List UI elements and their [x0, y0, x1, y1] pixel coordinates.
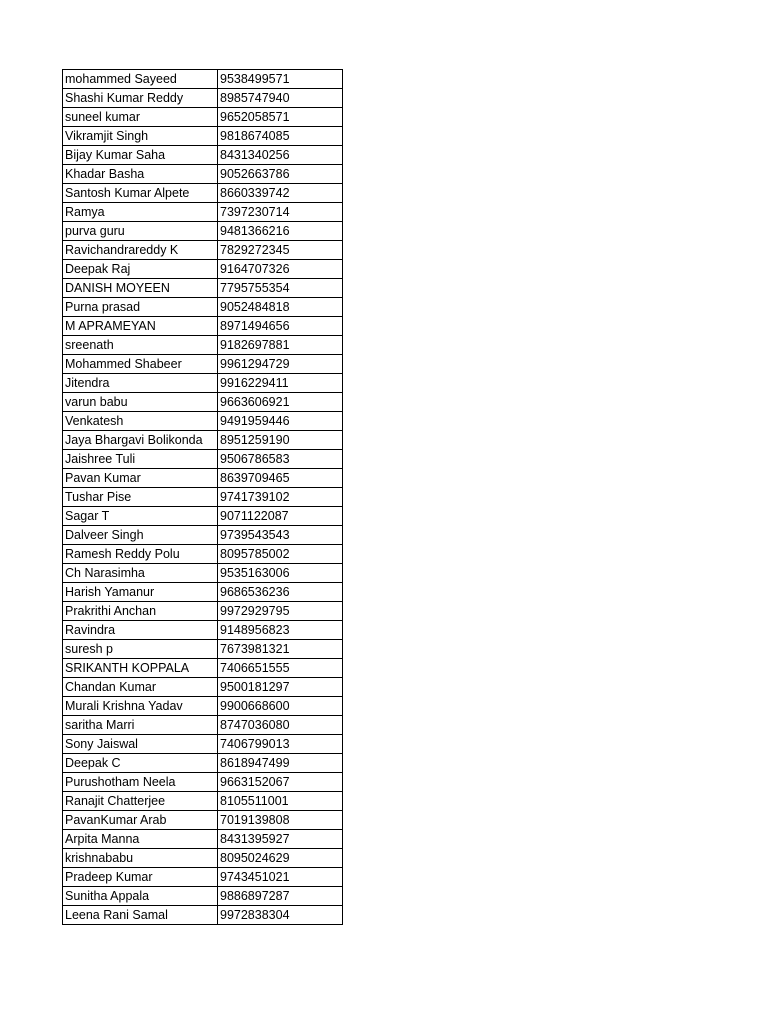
table-row — [63, 412, 343, 431]
contact-name-cell: varun babu — [63, 393, 218, 412]
table-row — [63, 830, 343, 849]
contact-phone-cell: 7019139808 — [218, 811, 343, 830]
table-row — [63, 146, 343, 165]
contact-phone-cell: 7397230714 — [218, 203, 343, 222]
contact-phone-cell: 8618947499 — [218, 754, 343, 773]
contact-name-cell: saritha Marri — [63, 716, 218, 735]
contact-name-cell: Ramesh Reddy Polu — [63, 545, 218, 564]
contacts-table-body — [63, 70, 343, 925]
contact-name-cell: krishnababu — [63, 849, 218, 868]
contact-name-cell: Arpita Manna — [63, 830, 218, 849]
table-row — [63, 70, 343, 89]
contact-phone-cell: 9739543543 — [218, 526, 343, 545]
contact-phone-cell: 8971494656 — [218, 317, 343, 336]
table-row — [63, 564, 343, 583]
contact-name-cell: PavanKumar Arab — [63, 811, 218, 830]
table-row — [63, 640, 343, 659]
table-row — [63, 507, 343, 526]
contact-phone-cell: 9972838304 — [218, 906, 343, 925]
contact-phone-cell: 8431395927 — [218, 830, 343, 849]
contact-name-cell: sreenath — [63, 336, 218, 355]
contact-name-cell: Purna prasad — [63, 298, 218, 317]
contact-name-cell: Venkatesh — [63, 412, 218, 431]
table-row — [63, 241, 343, 260]
contact-name-cell: Prakrithi Anchan — [63, 602, 218, 621]
contact-name-cell: Sony Jaiswal — [63, 735, 218, 754]
contact-name-cell: mohammed Sayeed — [63, 70, 218, 89]
table-row — [63, 678, 343, 697]
table-row — [63, 469, 343, 488]
contact-phone-cell: 9741739102 — [218, 488, 343, 507]
table-row — [63, 336, 343, 355]
contact-name-cell: SRIKANTH KOPPALA — [63, 659, 218, 678]
contact-name-cell: Ranajit Chatterjee — [63, 792, 218, 811]
contact-name-cell: suresh p — [63, 640, 218, 659]
contact-name-cell: Mohammed Shabeer — [63, 355, 218, 374]
table-row — [63, 127, 343, 146]
contact-phone-cell: 9663606921 — [218, 393, 343, 412]
table-row — [63, 298, 343, 317]
table-row — [63, 108, 343, 127]
table-row — [63, 355, 343, 374]
contact-name-cell: Leena Rani Samal — [63, 906, 218, 925]
contact-phone-cell: 9491959446 — [218, 412, 343, 431]
table-row — [63, 165, 343, 184]
contact-name-cell: M APRAMEYAN — [63, 317, 218, 336]
contact-name-cell: Harish Yamanur — [63, 583, 218, 602]
table-row — [63, 431, 343, 450]
table-row — [63, 583, 343, 602]
table-row — [63, 659, 343, 678]
contact-phone-cell: 8105511001 — [218, 792, 343, 811]
contact-phone-cell: 9743451021 — [218, 868, 343, 887]
contact-name-cell: Ravichandrareddy K — [63, 241, 218, 260]
contact-phone-cell: 9972929795 — [218, 602, 343, 621]
contact-name-cell: Pavan Kumar — [63, 469, 218, 488]
table-row — [63, 754, 343, 773]
contact-name-cell: Ravindra — [63, 621, 218, 640]
contact-phone-cell: 8747036080 — [218, 716, 343, 735]
table-row — [63, 868, 343, 887]
contact-name-cell: DANISH MOYEEN — [63, 279, 218, 298]
contact-phone-cell: 9538499571 — [218, 70, 343, 89]
table-row — [63, 89, 343, 108]
table-row — [63, 203, 343, 222]
contact-phone-cell: 9916229411 — [218, 374, 343, 393]
table-row — [63, 849, 343, 868]
contact-name-cell: Pradeep Kumar — [63, 868, 218, 887]
contact-name-cell: Purushotham Neela — [63, 773, 218, 792]
table-row — [63, 621, 343, 640]
table-row — [63, 735, 343, 754]
contact-phone-cell: 9961294729 — [218, 355, 343, 374]
table-row — [63, 906, 343, 925]
contact-phone-cell: 8985747940 — [218, 89, 343, 108]
contact-phone-cell: 8431340256 — [218, 146, 343, 165]
contact-name-cell: Chandan Kumar — [63, 678, 218, 697]
contact-phone-cell: 9500181297 — [218, 678, 343, 697]
contact-name-cell: Sunitha Appala — [63, 887, 218, 906]
contact-name-cell: Tushar Pise — [63, 488, 218, 507]
contact-phone-cell: 9652058571 — [218, 108, 343, 127]
contact-phone-cell: 9663152067 — [218, 773, 343, 792]
table-row — [63, 716, 343, 735]
table-row — [63, 887, 343, 906]
contact-name-cell: Vikramjit Singh — [63, 127, 218, 146]
table-row — [63, 545, 343, 564]
contact-phone-cell: 9164707326 — [218, 260, 343, 279]
contact-name-cell: suneel kumar — [63, 108, 218, 127]
contact-phone-cell: 8660339742 — [218, 184, 343, 203]
contact-phone-cell: 9506786583 — [218, 450, 343, 469]
contacts-table — [62, 69, 343, 925]
contact-phone-cell: 8095024629 — [218, 849, 343, 868]
contact-phone-cell: 9148956823 — [218, 621, 343, 640]
table-row — [63, 773, 343, 792]
contact-phone-cell: 9900668600 — [218, 697, 343, 716]
contact-name-cell: Bijay Kumar Saha — [63, 146, 218, 165]
table-row — [63, 374, 343, 393]
table-row — [63, 602, 343, 621]
contact-phone-cell: 9686536236 — [218, 583, 343, 602]
table-row — [63, 279, 343, 298]
contact-phone-cell: 8951259190 — [218, 431, 343, 450]
table-row — [63, 488, 343, 507]
table-row — [63, 222, 343, 241]
table-row — [63, 260, 343, 279]
contact-phone-cell: 7829272345 — [218, 241, 343, 260]
contact-phone-cell: 9052484818 — [218, 298, 343, 317]
contact-name-cell: Shashi Kumar Reddy — [63, 89, 218, 108]
contact-name-cell: Santosh Kumar Alpete — [63, 184, 218, 203]
contact-phone-cell: 7406799013 — [218, 735, 343, 754]
contact-name-cell: Deepak C — [63, 754, 218, 773]
contact-phone-cell: 9818674085 — [218, 127, 343, 146]
contact-name-cell: Jaishree Tuli — [63, 450, 218, 469]
contact-phone-cell: 8639709465 — [218, 469, 343, 488]
contact-name-cell: Sagar T — [63, 507, 218, 526]
contact-phone-cell: 7673981321 — [218, 640, 343, 659]
table-row — [63, 526, 343, 545]
contact-phone-cell: 9886897287 — [218, 887, 343, 906]
contact-phone-cell: 9535163006 — [218, 564, 343, 583]
table-row — [63, 792, 343, 811]
table-row — [63, 393, 343, 412]
contact-phone-cell: 9481366216 — [218, 222, 343, 241]
contact-name-cell: Ramya — [63, 203, 218, 222]
contact-name-cell: Dalveer Singh — [63, 526, 218, 545]
contact-name-cell: Jitendra — [63, 374, 218, 393]
contact-phone-cell: 9052663786 — [218, 165, 343, 184]
table-row — [63, 184, 343, 203]
contact-name-cell: Khadar Basha — [63, 165, 218, 184]
contact-name-cell: Deepak Raj — [63, 260, 218, 279]
contact-name-cell: Jaya Bhargavi Bolikonda — [63, 431, 218, 450]
contact-phone-cell: 9182697881 — [218, 336, 343, 355]
contact-name-cell: Murali Krishna Yadav — [63, 697, 218, 716]
table-row — [63, 317, 343, 336]
contact-phone-cell: 7406651555 — [218, 659, 343, 678]
table-row — [63, 811, 343, 830]
contact-phone-cell: 8095785002 — [218, 545, 343, 564]
contact-phone-cell: 9071122087 — [218, 507, 343, 526]
table-row — [63, 450, 343, 469]
contact-phone-cell: 7795755354 — [218, 279, 343, 298]
contact-name-cell: purva guru — [63, 222, 218, 241]
table-row — [63, 697, 343, 716]
contact-name-cell: Ch Narasimha — [63, 564, 218, 583]
